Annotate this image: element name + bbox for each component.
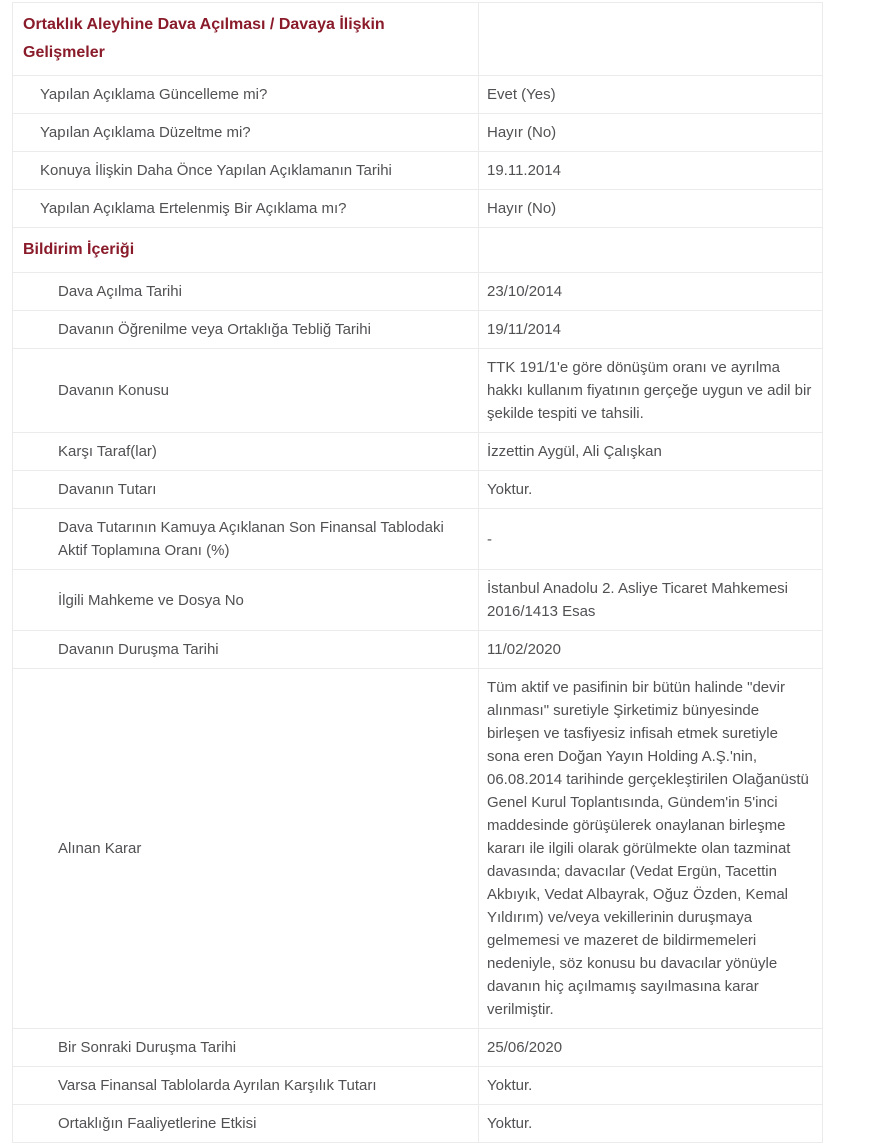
- row-label: Karşı Taraf(lar): [13, 433, 479, 471]
- row-value: [479, 3, 823, 76]
- table-row: [13, 3, 823, 76]
- row-label: Yapılan Açıklama Güncelleme mi?: [13, 76, 479, 114]
- disclosure-page: [0, 2, 890, 1132]
- section-header-lawsuit: Ortaklık Aleyhine Dava Açılması / Davaya İlişkin Gelişmeler: [13, 3, 479, 76]
- row-value: Yoktur.: [479, 1067, 823, 1105]
- table-row: [13, 228, 823, 273]
- row-label: Davanın Konusu: [13, 349, 479, 433]
- row-value: TTK 191/1'e göre dönüşüm oranı ve ayrılma hakkı kullanım fiyatının gerçeğe uygun ve adil bir şekilde tespiti ve tahsili.: [479, 349, 823, 433]
- section-header-notification-content: Bildirim İçeriği: [13, 228, 479, 273]
- row-label: Dava Açılma Tarihi: [13, 273, 479, 311]
- row-value: Yoktur.: [479, 1105, 823, 1143]
- row-value: Tüm aktif ve pasifinin bir bütün halinde "devir alınması" suretiyle Şirketimiz bünyesinde birleşen ve tasfiyesiz infisah etmek suretiyle sona eren Doğan Yayın Holding A.Ş.'nin, 06.08.2014 tarihinde gerçekleştirilen Olağanüstü Genel Kurul Toplantısında, Gündem'in 5'inci maddesinde görüşülerek onaylanan birleşme kararı ile ilgili olarak görülmekte olan tazminat davasında; davacılar (Vedat Ergün, Tacettin Akbıyık, Vedat Albayrak, Oğuz Özden, Kemal Yıldırım) ve/veya vekillerinin duruşmaya gelmemesi ve mazeret de bildirmemeleri nedeniyle, söz konusu bu davacılar yönüyle davanın hiç açılmamış sayılmasına karar verilmiştir.: [479, 669, 823, 1029]
- table-row: [13, 509, 823, 570]
- table-row: [13, 631, 823, 669]
- row-label: Varsa Finansal Tablolarda Ayrılan Karşılık Tutarı: [13, 1067, 479, 1105]
- row-label: Dava Tutarının Kamuya Açıklanan Son Finansal Tablodaki Aktif Toplamına Oranı (%): [13, 509, 479, 570]
- table-row: [13, 76, 823, 114]
- table-row: [13, 152, 823, 190]
- row-value: Evet (Yes): [479, 76, 823, 114]
- row-value: İzzettin Aygül, Ali Çalışkan: [479, 433, 823, 471]
- row-label: Davanın Tutarı: [13, 471, 479, 509]
- row-label: Bir Sonraki Duruşma Tarihi: [13, 1029, 479, 1067]
- table-row: [13, 114, 823, 152]
- row-value: 11/02/2020: [479, 631, 823, 669]
- disclosure-table: [12, 2, 823, 1143]
- table-row: [13, 1105, 823, 1143]
- row-value: Hayır (No): [479, 114, 823, 152]
- row-label: Yapılan Açıklama Ertelenmiş Bir Açıklama mı?: [13, 190, 479, 228]
- table-row: [13, 471, 823, 509]
- table-row: [13, 570, 823, 631]
- row-value: [479, 228, 823, 273]
- table-row: [13, 190, 823, 228]
- table-row: [13, 669, 823, 1029]
- row-value: 25/06/2020: [479, 1029, 823, 1067]
- row-label: Alınan Karar: [13, 669, 479, 1029]
- row-label: Davanın Duruşma Tarihi: [13, 631, 479, 669]
- table-row: [13, 433, 823, 471]
- row-label: İlgili Mahkeme ve Dosya No: [13, 570, 479, 631]
- row-label: Konuya İlişkin Daha Önce Yapılan Açıklamanın Tarihi: [13, 152, 479, 190]
- row-value: İstanbul Anadolu 2. Asliye Ticaret Mahkemesi 2016/1413 Esas: [479, 570, 823, 631]
- table-row: [13, 349, 823, 433]
- row-value: Yoktur.: [479, 471, 823, 509]
- table-row: [13, 1029, 823, 1067]
- table-row: [13, 1067, 823, 1105]
- table-row: [13, 311, 823, 349]
- row-value: 19.11.2014: [479, 152, 823, 190]
- row-label: Yapılan Açıklama Düzeltme mi?: [13, 114, 479, 152]
- row-label: Ortaklığın Faaliyetlerine Etkisi: [13, 1105, 479, 1143]
- row-value: -: [479, 509, 823, 570]
- row-value: 23/10/2014: [479, 273, 823, 311]
- row-value: Hayır (No): [479, 190, 823, 228]
- table-row: [13, 273, 823, 311]
- row-value: 19/11/2014: [479, 311, 823, 349]
- row-label: Davanın Öğrenilme veya Ortaklığa Tebliğ Tarihi: [13, 311, 479, 349]
